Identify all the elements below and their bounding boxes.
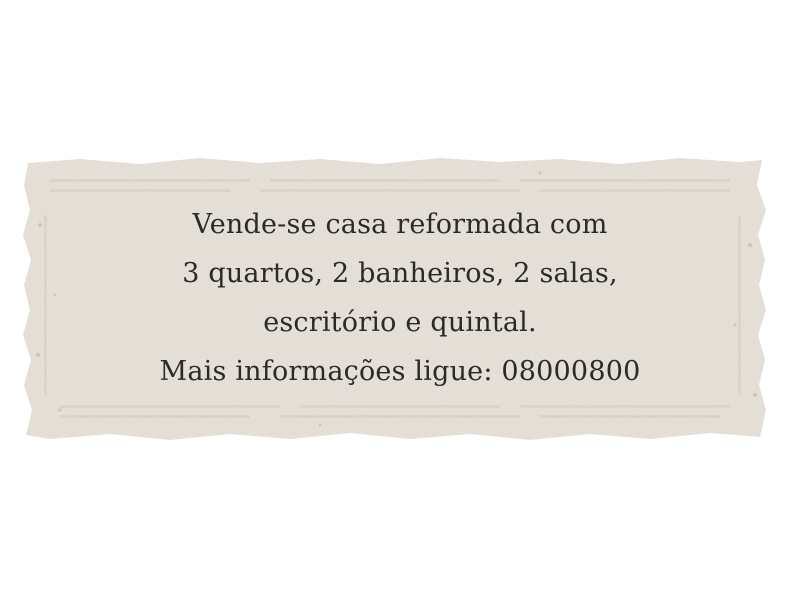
ad-line-rooms: 3 quartos, 2 banheiros, 2 salas, (182, 258, 618, 289)
classified-ad-text (20, 200, 780, 396)
ad-line-features: escritório e quintal. (263, 307, 537, 338)
ad-line-contact-phone: Mais informações ligue: 08000800 (159, 356, 641, 387)
ad-line-headline: Vende-se casa reformada com (192, 209, 608, 240)
